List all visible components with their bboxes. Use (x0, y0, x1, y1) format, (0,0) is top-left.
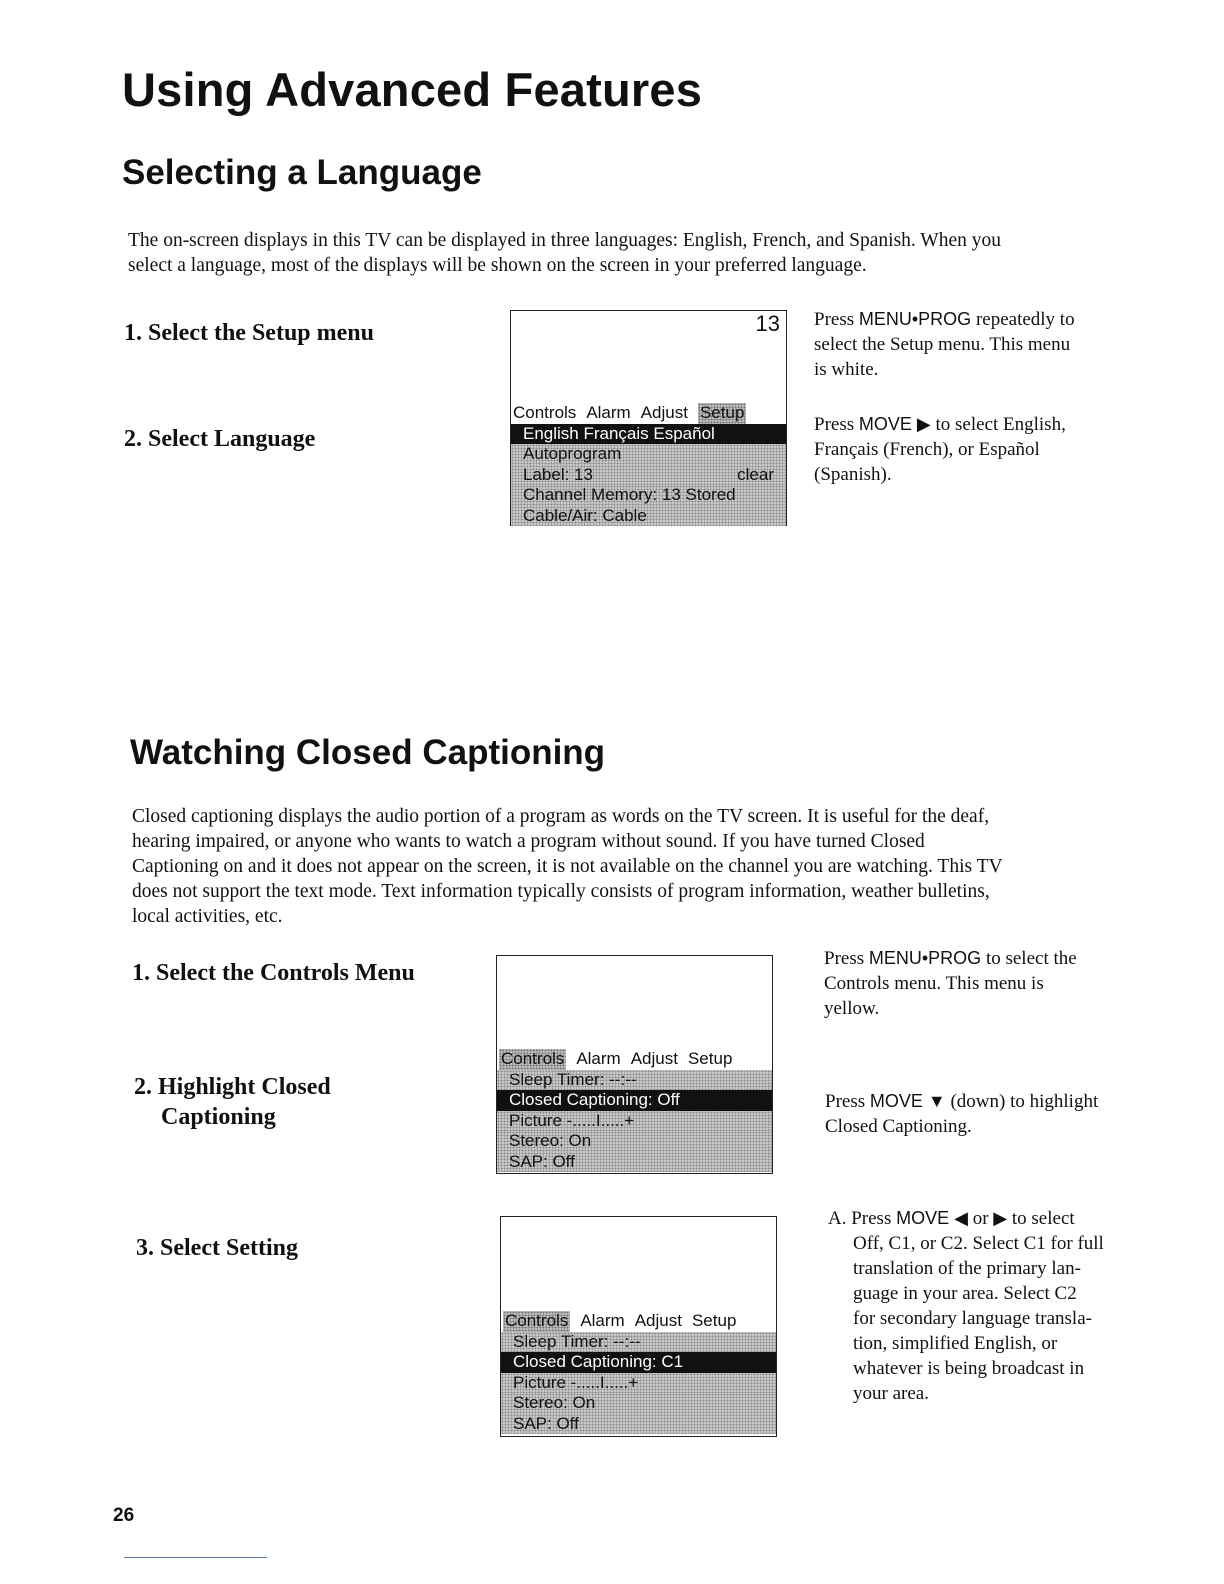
step-select-language: 2. Select Language (124, 426, 316, 452)
setup-menu-screen (510, 310, 787, 526)
captioning-intro-line2: hearing impaired, or anyone who wants to watch a program without sound. If you have turned Closed (132, 831, 925, 852)
menu-item-sleep-timer[interactable]: Sleep Timer: --:-- (501, 1332, 776, 1353)
setting-desc-line4: guage in your area. Select C2 (853, 1283, 1077, 1304)
section-heading-captioning: Watching Closed Captioning (130, 733, 606, 772)
menu-item-picture[interactable]: Picture -.....I.....+ (501, 1373, 776, 1394)
setting-desc-line8: your area. (853, 1383, 929, 1404)
menu-item-stereo[interactable]: Stereo: On (501, 1393, 776, 1414)
step-highlight-closed-captioning-l2: Captioning (161, 1104, 276, 1130)
menu-tab-bar (501, 1311, 776, 1332)
tab-adjust[interactable]: Adjust (640, 403, 688, 422)
controls-desc-line1: Press MENU•PROG to select the (824, 948, 1077, 969)
tab-controls[interactable]: Controls (501, 1049, 565, 1068)
menu-item-stereo[interactable]: Stereo: On (497, 1131, 772, 1152)
tab-alarm[interactable]: Alarm (580, 1311, 625, 1330)
setup-desc-line2: select the Setup menu. This menu (814, 334, 1071, 355)
controls-menu-screen-2 (500, 1216, 777, 1437)
controls-menu-2 (501, 1311, 776, 1434)
step-select-setting: 3. Select Setting (136, 1235, 298, 1261)
menu-item-sap[interactable]: SAP: Off (497, 1152, 772, 1173)
tab-setup[interactable]: Setup (687, 1049, 733, 1068)
setting-desc-line5: for secondary language transla- (853, 1308, 1092, 1329)
menu-item-closed-captioning[interactable]: Closed Captioning: Off (497, 1090, 772, 1111)
label-clear-action[interactable]: clear (737, 464, 774, 484)
captioning-intro-line4: does not support the text mode. Text information typically consists of program information, weather bulletins, (132, 881, 990, 902)
page-title: Using Advanced Features (122, 63, 703, 116)
language-desc-line3: (Spanish). (814, 464, 892, 485)
highlight-desc-line1: Press MOVE ▼ (down) to highlight (825, 1091, 1099, 1112)
controls-menu-1 (497, 1049, 772, 1172)
controls-desc-line3: yellow. (824, 998, 880, 1019)
menu-item-channel-memory[interactable]: Channel Memory: 13 Stored (511, 485, 786, 506)
step-select-controls-menu: 1. Select the Controls Menu (132, 960, 415, 986)
menu-item-sap[interactable]: SAP: Off (501, 1414, 776, 1435)
setting-desc-line6: tion, simplified English, or (853, 1333, 1058, 1354)
setup-desc-line3: is white. (814, 359, 879, 380)
footer-rule (124, 1557, 267, 1558)
menu-item-cable-air[interactable]: Cable/Air: Cable (511, 506, 786, 527)
language-desc-line2: Français (French), or Español (814, 439, 1040, 460)
setting-desc-line2: Off, C1, or C2. Select C1 for full (853, 1233, 1104, 1254)
tab-adjust[interactable]: Adjust (630, 1049, 678, 1068)
menu-tab-bar (497, 1049, 772, 1070)
tab-adjust[interactable]: Adjust (634, 1311, 682, 1330)
label-value: Label: 13 (523, 464, 593, 484)
setting-desc-line7: whatever is being broadcast in (853, 1358, 1085, 1379)
channel-number: 13 (755, 311, 780, 336)
tab-setup[interactable]: Setup (691, 1311, 737, 1330)
setting-desc-line1: A. Press MOVE ◀ or ▶ to select (828, 1208, 1075, 1229)
menu-item-sleep-timer[interactable]: Sleep Timer: --:-- (497, 1070, 772, 1091)
menu-item-language[interactable]: English Français Español (511, 424, 786, 445)
menu-item-label[interactable] (511, 465, 786, 486)
setup-desc-line1: Press MENU•PROG repeatedly to (814, 309, 1075, 330)
tab-alarm[interactable]: Alarm (586, 403, 631, 422)
step-select-setup-menu: 1. Select the Setup menu (124, 320, 374, 346)
tab-controls[interactable]: Controls (513, 403, 577, 422)
step-highlight-closed-captioning-l1: 2. Highlight Closed (134, 1074, 331, 1100)
controls-menu-screen-1 (496, 955, 773, 1174)
tab-setup[interactable]: Setup (699, 403, 745, 422)
controls-desc-line2: Controls menu. This menu is (824, 973, 1044, 994)
captioning-intro-line1: Closed captioning displays the audio portion of a program as words on the TV screen. It is useful for the deaf, (132, 806, 990, 827)
language-desc-line1: Press MOVE ▶ to select English, (814, 414, 1066, 435)
captioning-intro-line5: local activities, etc. (132, 906, 283, 927)
page-number: 26 (113, 1505, 135, 1526)
highlight-desc-line2: Closed Captioning. (825, 1116, 972, 1137)
menu-item-closed-captioning[interactable]: Closed Captioning: C1 (501, 1352, 776, 1373)
captioning-intro-line3: Captioning on and it does not appear on the screen, it is not available on the channel you are watching. This TV (132, 856, 1003, 877)
language-intro-line2: select a language, most of the displays will be shown on the screen in your preferred language. (128, 255, 867, 276)
section-heading-language: Selecting a Language (122, 153, 482, 192)
setup-menu (511, 403, 786, 526)
menu-item-autoprogram[interactable]: Autoprogram (511, 444, 786, 465)
setting-desc-line3: translation of the primary lan- (853, 1258, 1081, 1279)
menu-item-picture[interactable]: Picture -.....I.....+ (497, 1111, 772, 1132)
language-intro-line1: The on-screen displays in this TV can be displayed in three languages: English, French, and Spanish. When you (128, 230, 1001, 251)
tab-controls[interactable]: Controls (505, 1311, 569, 1330)
tab-alarm[interactable]: Alarm (576, 1049, 621, 1068)
menu-tab-bar (511, 403, 786, 424)
